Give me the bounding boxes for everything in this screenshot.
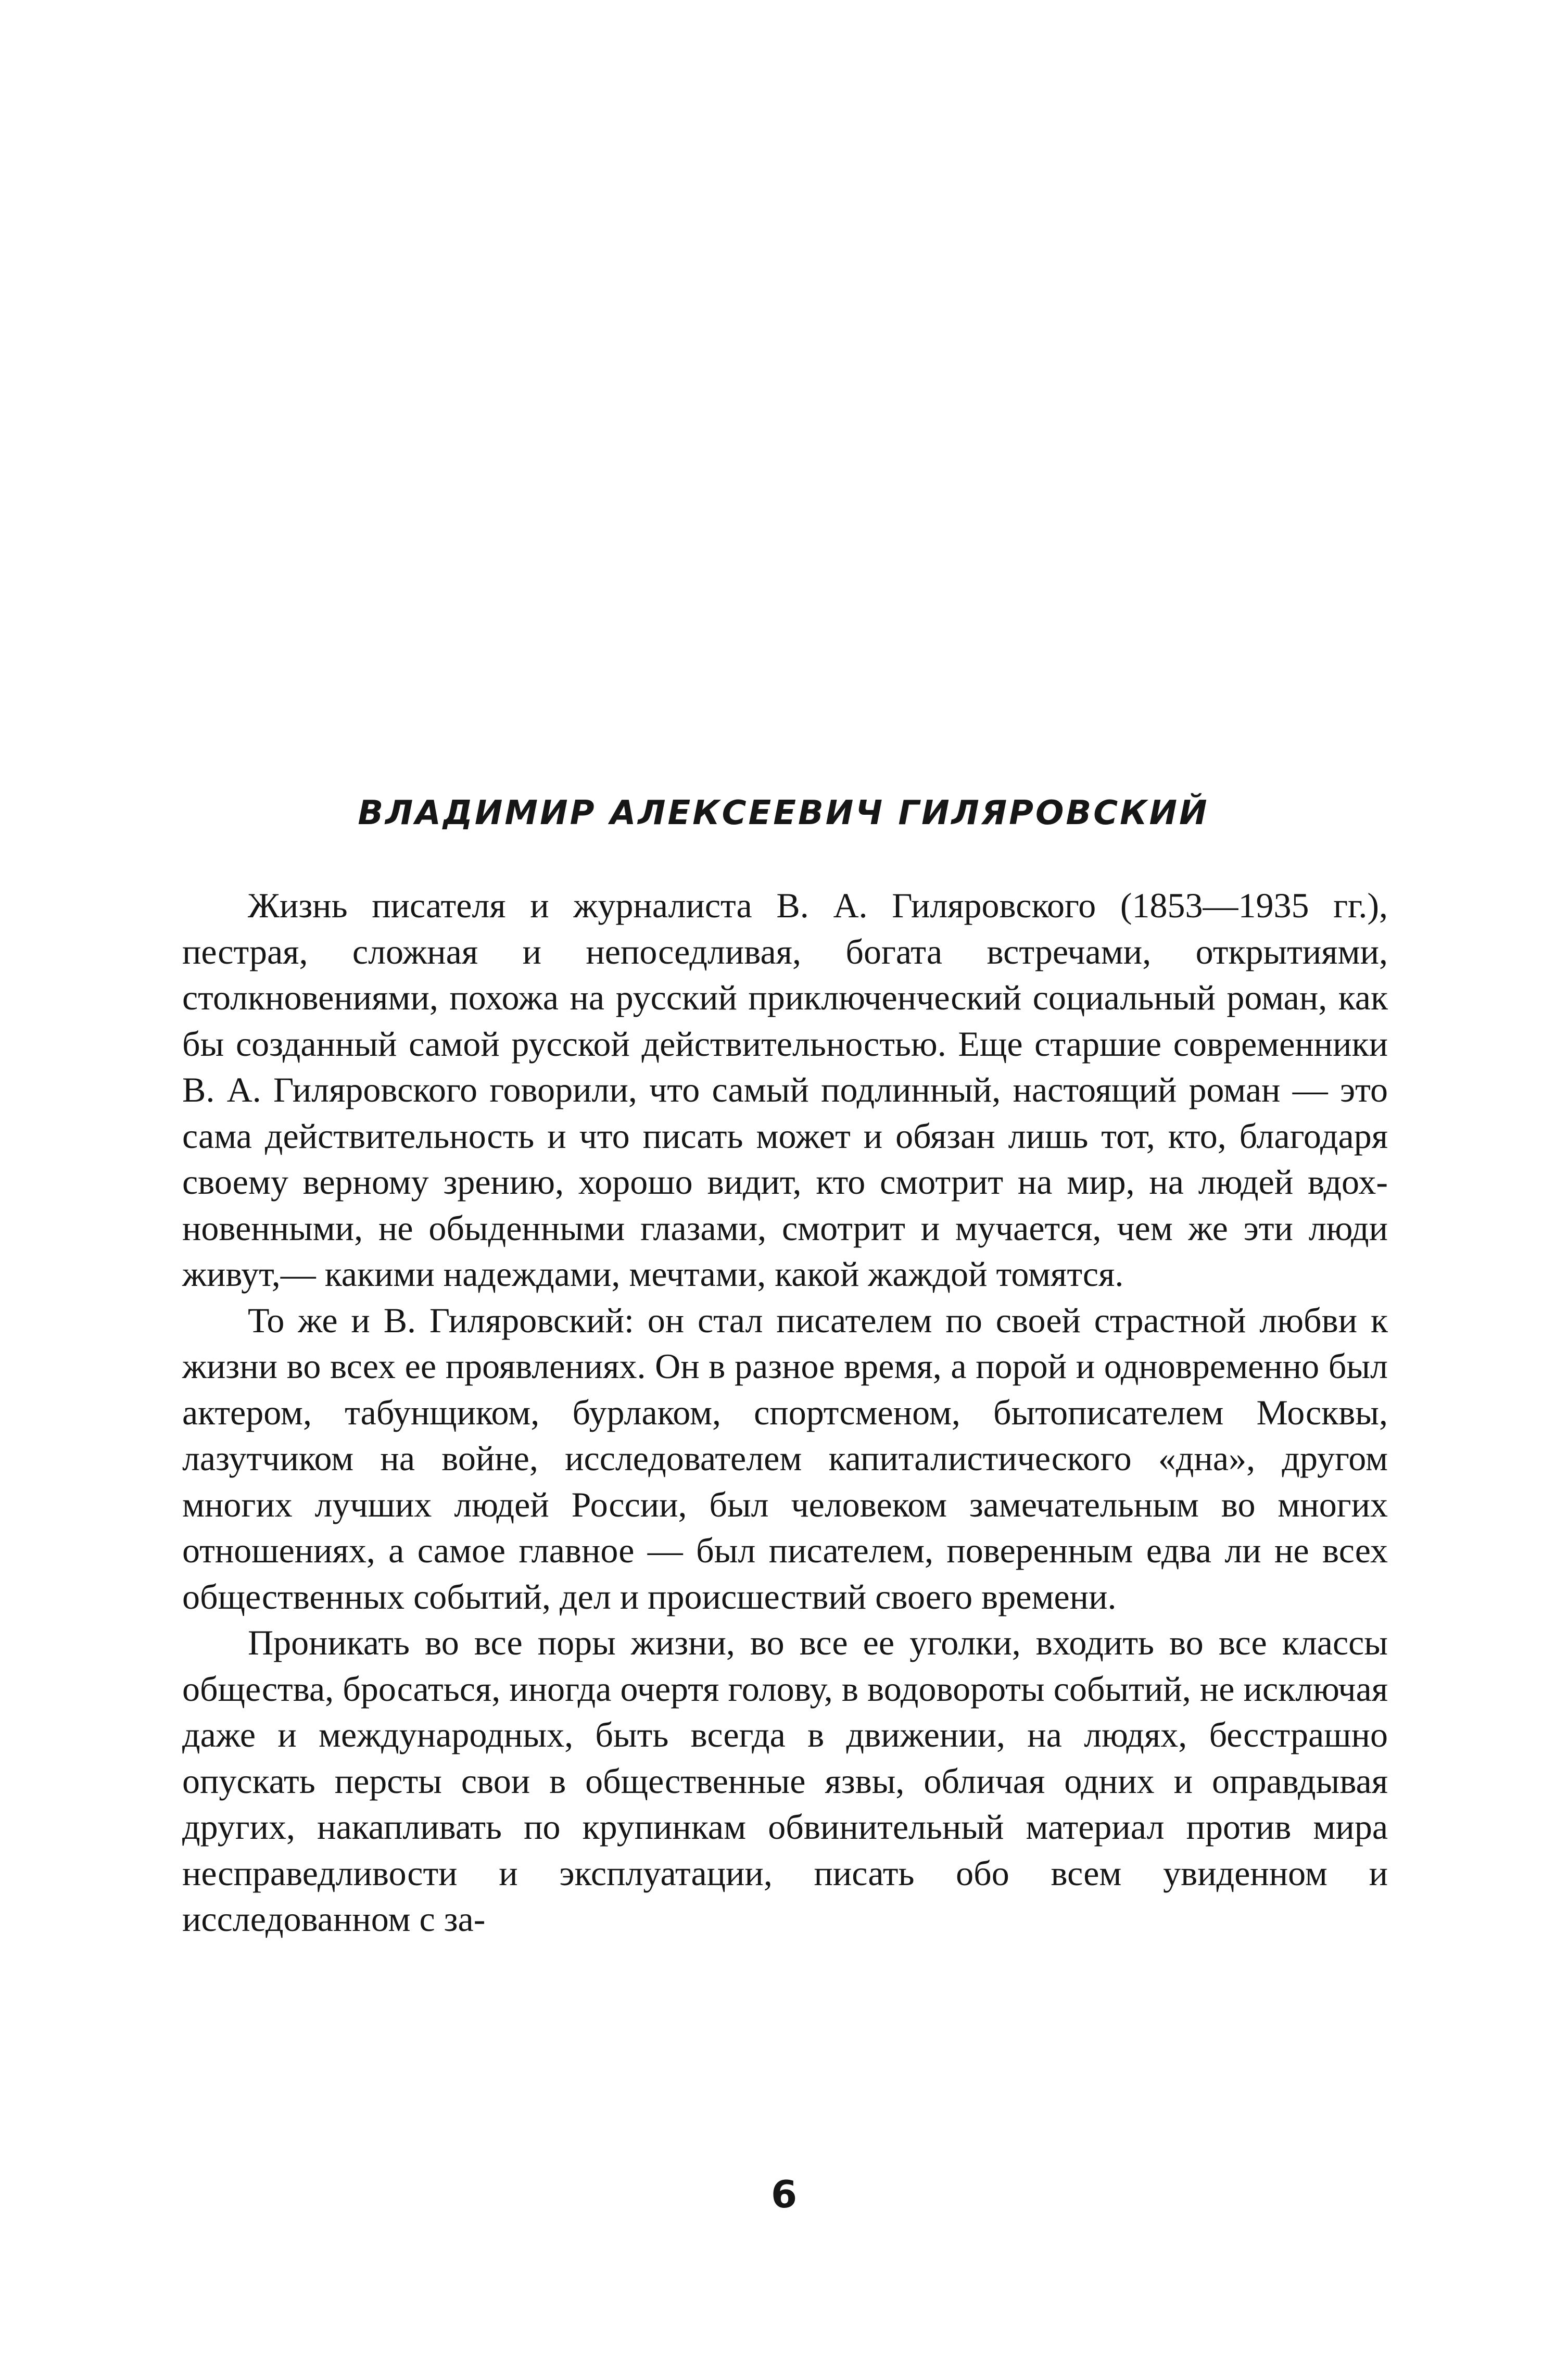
paragraph-3: Проникать во все поры жизни, во все ее уголки, входить во все классы общества, бросаться, иногда очертя голову, в водовороты событий, не исключая даже и международных, быть всегда в движении, на людях, бесстрашно опускать персты свои в общественные язвы, обличая одних и оправдывая других, накапливать по крупинкам обвинительный материал против мира несправедливости и эксплуатации, писать обо всем увиденном и исследованном с за- <box>182 1623 1388 1939</box>
chapter-heading: ВЛАДИМИР АЛЕКСЕЕВИЧ ГИЛЯРОВСКИЙ <box>358 794 1209 832</box>
paragraph-2: То же и В. Гиляровский: он стал писателем по своей страстной любви к жизни во всех ее проявлениях. Он в разное время, а порой и одновременно был актером, табунщиком, бурлаком, спортсменом, бытописателем Москвы, лазутчиком на войне, исследователем капиталистического «дна», другом многих лучших людей России, был человеком замечательным во многих отношениях, а самое главное — был писателем, поверенным едва ли не всех общественных событий, дел и происшествий своего времени. <box>182 1300 1388 1616</box>
page-number: 6 <box>770 2172 798 2216</box>
paragraph-1: Жизнь писателя и журналиста В. А. Гиляровского (1853—1935 гг.), пестрая, сложная и непоседливая, богата встречами, открытиями, столкновениями, похожа на русский приключенческий социальный роман, как бы созданный самой русской действительностью. Еще старшие современники В. А. Гиляровского говорили, что самый подлинный, настоящий роман — это сама действительность и что писать может и обязан лишь тот, кто, благодаря своему верному зрению, хорошо видит, кто смотрит на мир, на людей вдохновенными, не обыденными глазами, смотрит и мучается, чем же эти люди живут,— какими надеждами, мечтами, какой жаждой томятся. <box>182 886 1388 1294</box>
body-text <box>182 882 1388 1942</box>
